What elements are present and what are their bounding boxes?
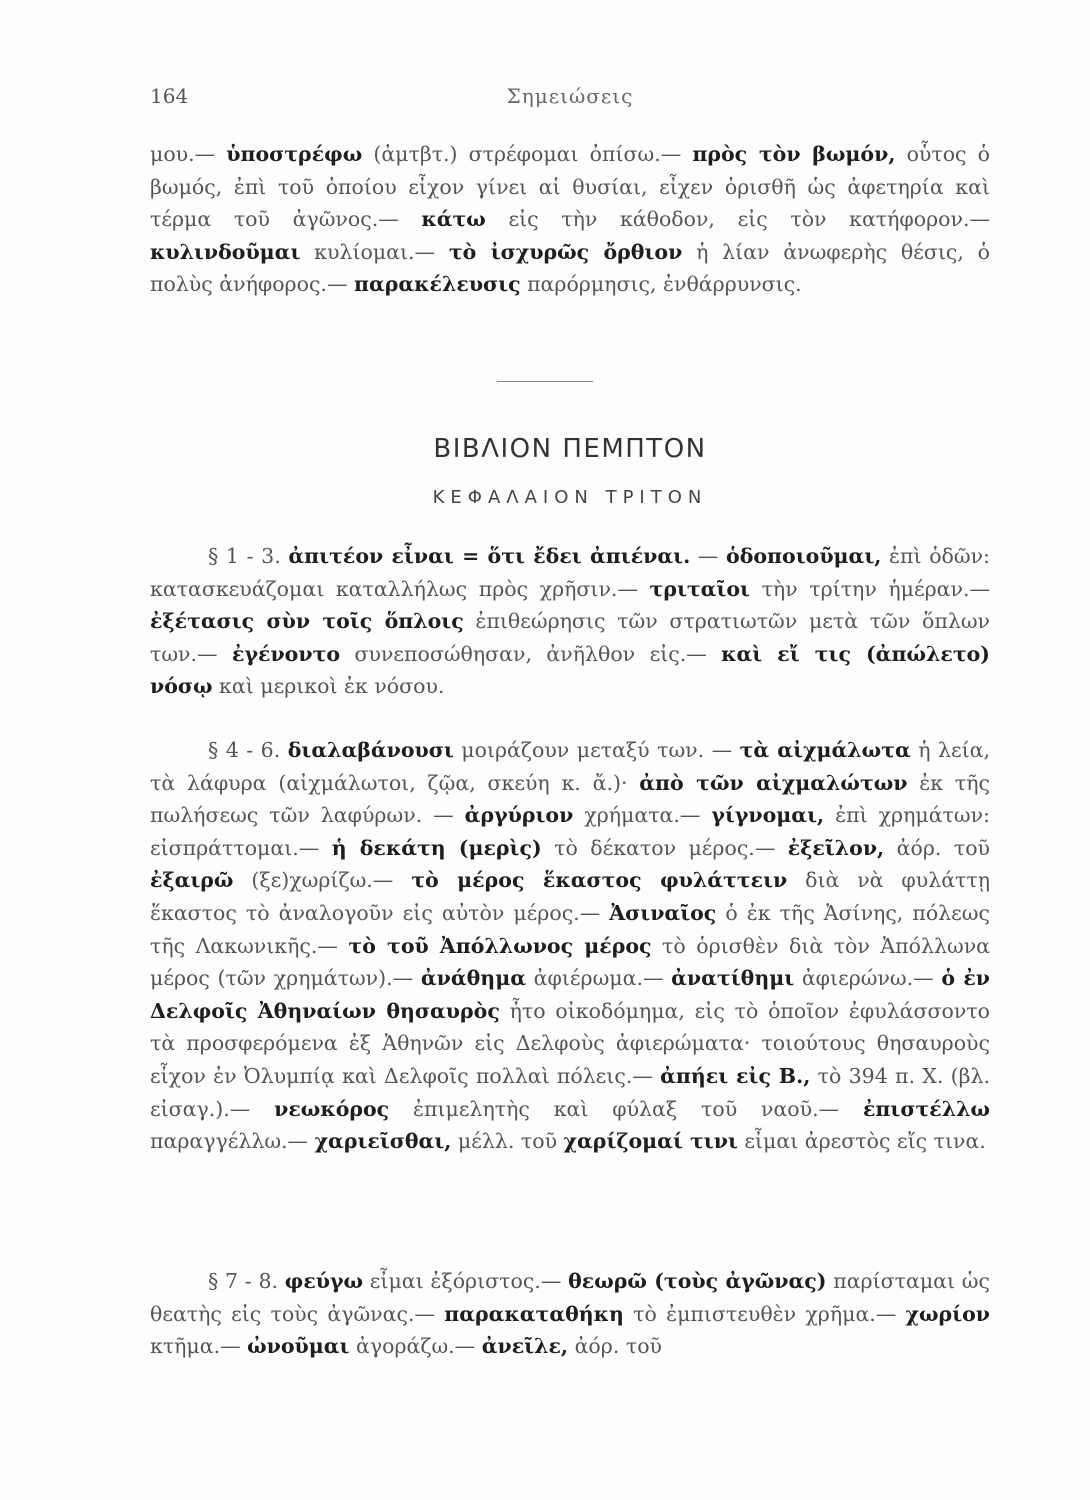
gloss-term: ὠνοῦμαι (247, 1334, 350, 1359)
page-header (150, 84, 990, 114)
gloss-text: μου.— (150, 142, 227, 166)
gloss-term: ὑποστρέφω (226, 142, 363, 166)
gloss-term: ἐξαιρῶ (150, 868, 234, 893)
gloss-text: εἰς τὴν κάθοδον, εἰς τὸν κατήφορον.— (485, 207, 990, 232)
gloss-term: ἡ δεκάτη (μερὶς) (331, 835, 542, 860)
gloss-term: ἀπὸ τῶν αἰχμαλώτων (639, 770, 908, 795)
gloss-text: συνεποσώθησαν, ἀνῆλθον εἰς.— (340, 641, 722, 666)
gloss-term: ἀνεῖλε, (481, 1334, 569, 1359)
gloss-term: διαλαβάνουσι (287, 738, 454, 762)
gloss-term: ἐπιστέλλω (862, 1096, 990, 1121)
notes-paragraph (150, 1265, 990, 1363)
gloss-text: εἶμαι ἐξόριστος.— (363, 1269, 569, 1293)
gloss-term: παρακαταθήκη (444, 1301, 624, 1326)
gloss-text: § 4 - 6. (208, 738, 288, 762)
gloss-text: § 1 - 3. (208, 544, 289, 568)
gloss-text: (ἀμτβτ.) στρέφομαι ὀπίσω.— (362, 142, 693, 166)
gloss-term: καὶ εἴ τις (ἀπώλετο) νόσῳ (150, 641, 990, 699)
gloss-term: θεωρῶ (τοὺς ἀγῶνας) (568, 1269, 827, 1293)
gloss-term: πρὸς τὸν βωμόν, (692, 142, 896, 166)
gloss-text: κυλίομαι.— (300, 239, 449, 264)
gloss-text: § 7 - 8. (208, 1269, 285, 1293)
gloss-text: παραγγέλλω.— (150, 1129, 315, 1154)
section-divider (497, 381, 593, 382)
gloss-term: ἀνάθημα (420, 966, 526, 991)
gloss-term: φεύγω (284, 1269, 364, 1293)
gloss-text: παρόρμησις, ἐνθάρρυνσις. (520, 272, 802, 297)
gloss-text: ἐπιθεώρησις τῶν στρατιωτῶν μετὰ τῶν ὅπλων των.— (150, 609, 990, 666)
gloss-text: μέλλ. τοῦ (451, 1129, 564, 1154)
gloss-text: τὸ ἐμπιστευθὲν χρῆμα.— (623, 1301, 906, 1326)
gloss-term: τὰ αἰχμάλωτα (739, 738, 911, 762)
gloss-text: ἦτο οἰκοδόμημα, εἰς τὸ ὁποῖον ἐφυλάσσοντο τὰ προσφερόμενα ἐξ Ἀθηνῶν εἰς Δελφοὺς ἀφιερώματα· τοιούτους θησαυροὺς εἶχον ἐν Ὀλυμπίᾳ καὶ Δελφοῖς πολλαὶ πόλεις.— (150, 998, 990, 1088)
gloss-text: (ξε)χωρίζω.— (233, 868, 412, 893)
gloss-text: οὗτος ὁ βωμός, ἐπὶ τοῦ ὁποίου εἶχον γίνει αἱ θυσίαι, εἶχεν ὁρισθῆ ὡς ἀφετηρία καὶ τέρμα τοῦ ἀγῶνος.— (150, 142, 990, 232)
gloss-text: ὁ ἐκ τῆς Ἀσίνης, πόλεως τῆς Λακωνικῆς.— (150, 900, 990, 958)
gloss-text: ἐκ τῆς πωλήσεως τῶν λαφύρων. — (150, 770, 991, 828)
gloss-text: ἀφιερώνω.— (794, 966, 942, 991)
gloss-text: εἶμαι ἀρεστὸς εἴς τινα. (737, 1129, 986, 1154)
notes-paragraph (150, 138, 990, 301)
gloss-text: — (690, 544, 727, 568)
gloss-term: τὸ ἰσχυρῶς ὄρθιον (448, 239, 683, 264)
chapter-heading: ΚΕΦΑΛΑΙΟΝ ΤΡΙΤΟΝ (432, 487, 708, 508)
gloss-term: νεωκόρος (274, 1096, 390, 1121)
gloss-term: κυλινδοῦμαι (150, 239, 301, 264)
gloss-term: ἀργύριον (464, 803, 574, 828)
gloss-term: τὸ μέρος ἕκαστος φυλάττειν (411, 868, 788, 893)
gloss-term: τὸ τοῦ Ἀπόλλωνος μέρος (348, 933, 652, 958)
gloss-term: ἀπήει εἰς Β., (660, 1063, 811, 1088)
gloss-text: ἐπιμελητὴς καὶ φύλαξ τοῦ ναοῦ.— (389, 1096, 863, 1121)
gloss-term: ἀνατίθημι (671, 966, 795, 991)
running-title: Σημειώσεις (506, 84, 634, 108)
gloss-text: ἐπὶ χρημάτων: εἰσπράττομαι.— (150, 803, 990, 860)
gloss-term: ἐξέτασις σὺν τοῖς ὅπλοις (150, 609, 464, 634)
page-number: 164 (150, 84, 189, 108)
gloss-text: ἀφιέρωμα.— (525, 966, 672, 991)
gloss-term: γίγνομαι, (711, 803, 825, 828)
gloss-term: χαριεῖσθαι, (314, 1129, 452, 1154)
gloss-text: διὰ νὰ φυλάττῃ ἕκαστος τὸ ἀναλογοῦν εἰς αὐτὸν μέρος.— (150, 868, 991, 925)
gloss-term: ἐξεῖλον, (787, 835, 885, 860)
gloss-term: ἐγένοντο (231, 641, 341, 666)
gloss-text: καὶ μερικοὶ ἐκ νόσου. (212, 674, 445, 699)
gloss-term: παρακέλευσις (353, 272, 521, 297)
gloss-text: τὸ δέκατον μέρος.— (541, 835, 788, 860)
gloss-text: μοιράζουν μεταξύ των. — (453, 738, 740, 762)
gloss-term: χωρίον (905, 1301, 990, 1326)
gloss-text: κτῆμα.— (150, 1334, 248, 1359)
book-heading: ΒΙΒΛΙΟΝ ΠΕΜΠΤΟΝ (433, 434, 707, 464)
gloss-text: τὴν τρίτην ἡμέραν.— (749, 576, 990, 601)
gloss-term: τριταῖοι (649, 576, 750, 601)
gloss-text: ἐπὶ ὁδῶν: κατασκευάζομαι καταλλήλως πρὸς χρῆσιν.— (150, 544, 990, 601)
gloss-text: ἡ λεία, τὰ λάφυρα (αἰχμάλωτοι, ζῷα, σκεύη κ. ἄ.)· (150, 738, 990, 795)
gloss-term: Ἀσιναῖος (609, 900, 717, 925)
notes-paragraph (150, 540, 990, 703)
gloss-text: χρήματα.— (573, 803, 712, 828)
gloss-text: παρίσταμαι ὡς θεατὴς εἰς τοὺς ἀγῶνας.— (150, 1269, 990, 1326)
gloss-term: κάτω (421, 207, 486, 232)
gloss-term: ὁ ἐν Δελφοῖς Ἀθηναίων θησαυρὸς (150, 966, 991, 1023)
gloss-text: ἀόρ. τοῦ (884, 835, 990, 860)
gloss-text: ἀόρ. τοῦ (568, 1334, 662, 1359)
gloss-term: ἀπιτέον εἶναι = ὅτι ἔδει ἀπιέναι. (288, 544, 691, 568)
notes-paragraph (150, 734, 990, 1158)
gloss-text: τὸ ὁρισθὲν διὰ τὸν Ἀπόλλωνα μέρος (τῶν χρημάτων).— (150, 933, 991, 991)
gloss-text: ἡ λίαν ἀνωφερὴς θέσις, ὁ πολὺς ἀνήφορος.— (150, 239, 990, 297)
gloss-term: ὁδοποιοῦμαι, (726, 544, 882, 568)
gloss-term: χαρίζομαί τινι (563, 1129, 738, 1154)
gloss-text: τὸ 394 π. Χ. (βλ. εἰσαγ.).— (150, 1063, 991, 1121)
gloss-text: ἀγοράζω.— (349, 1334, 482, 1359)
